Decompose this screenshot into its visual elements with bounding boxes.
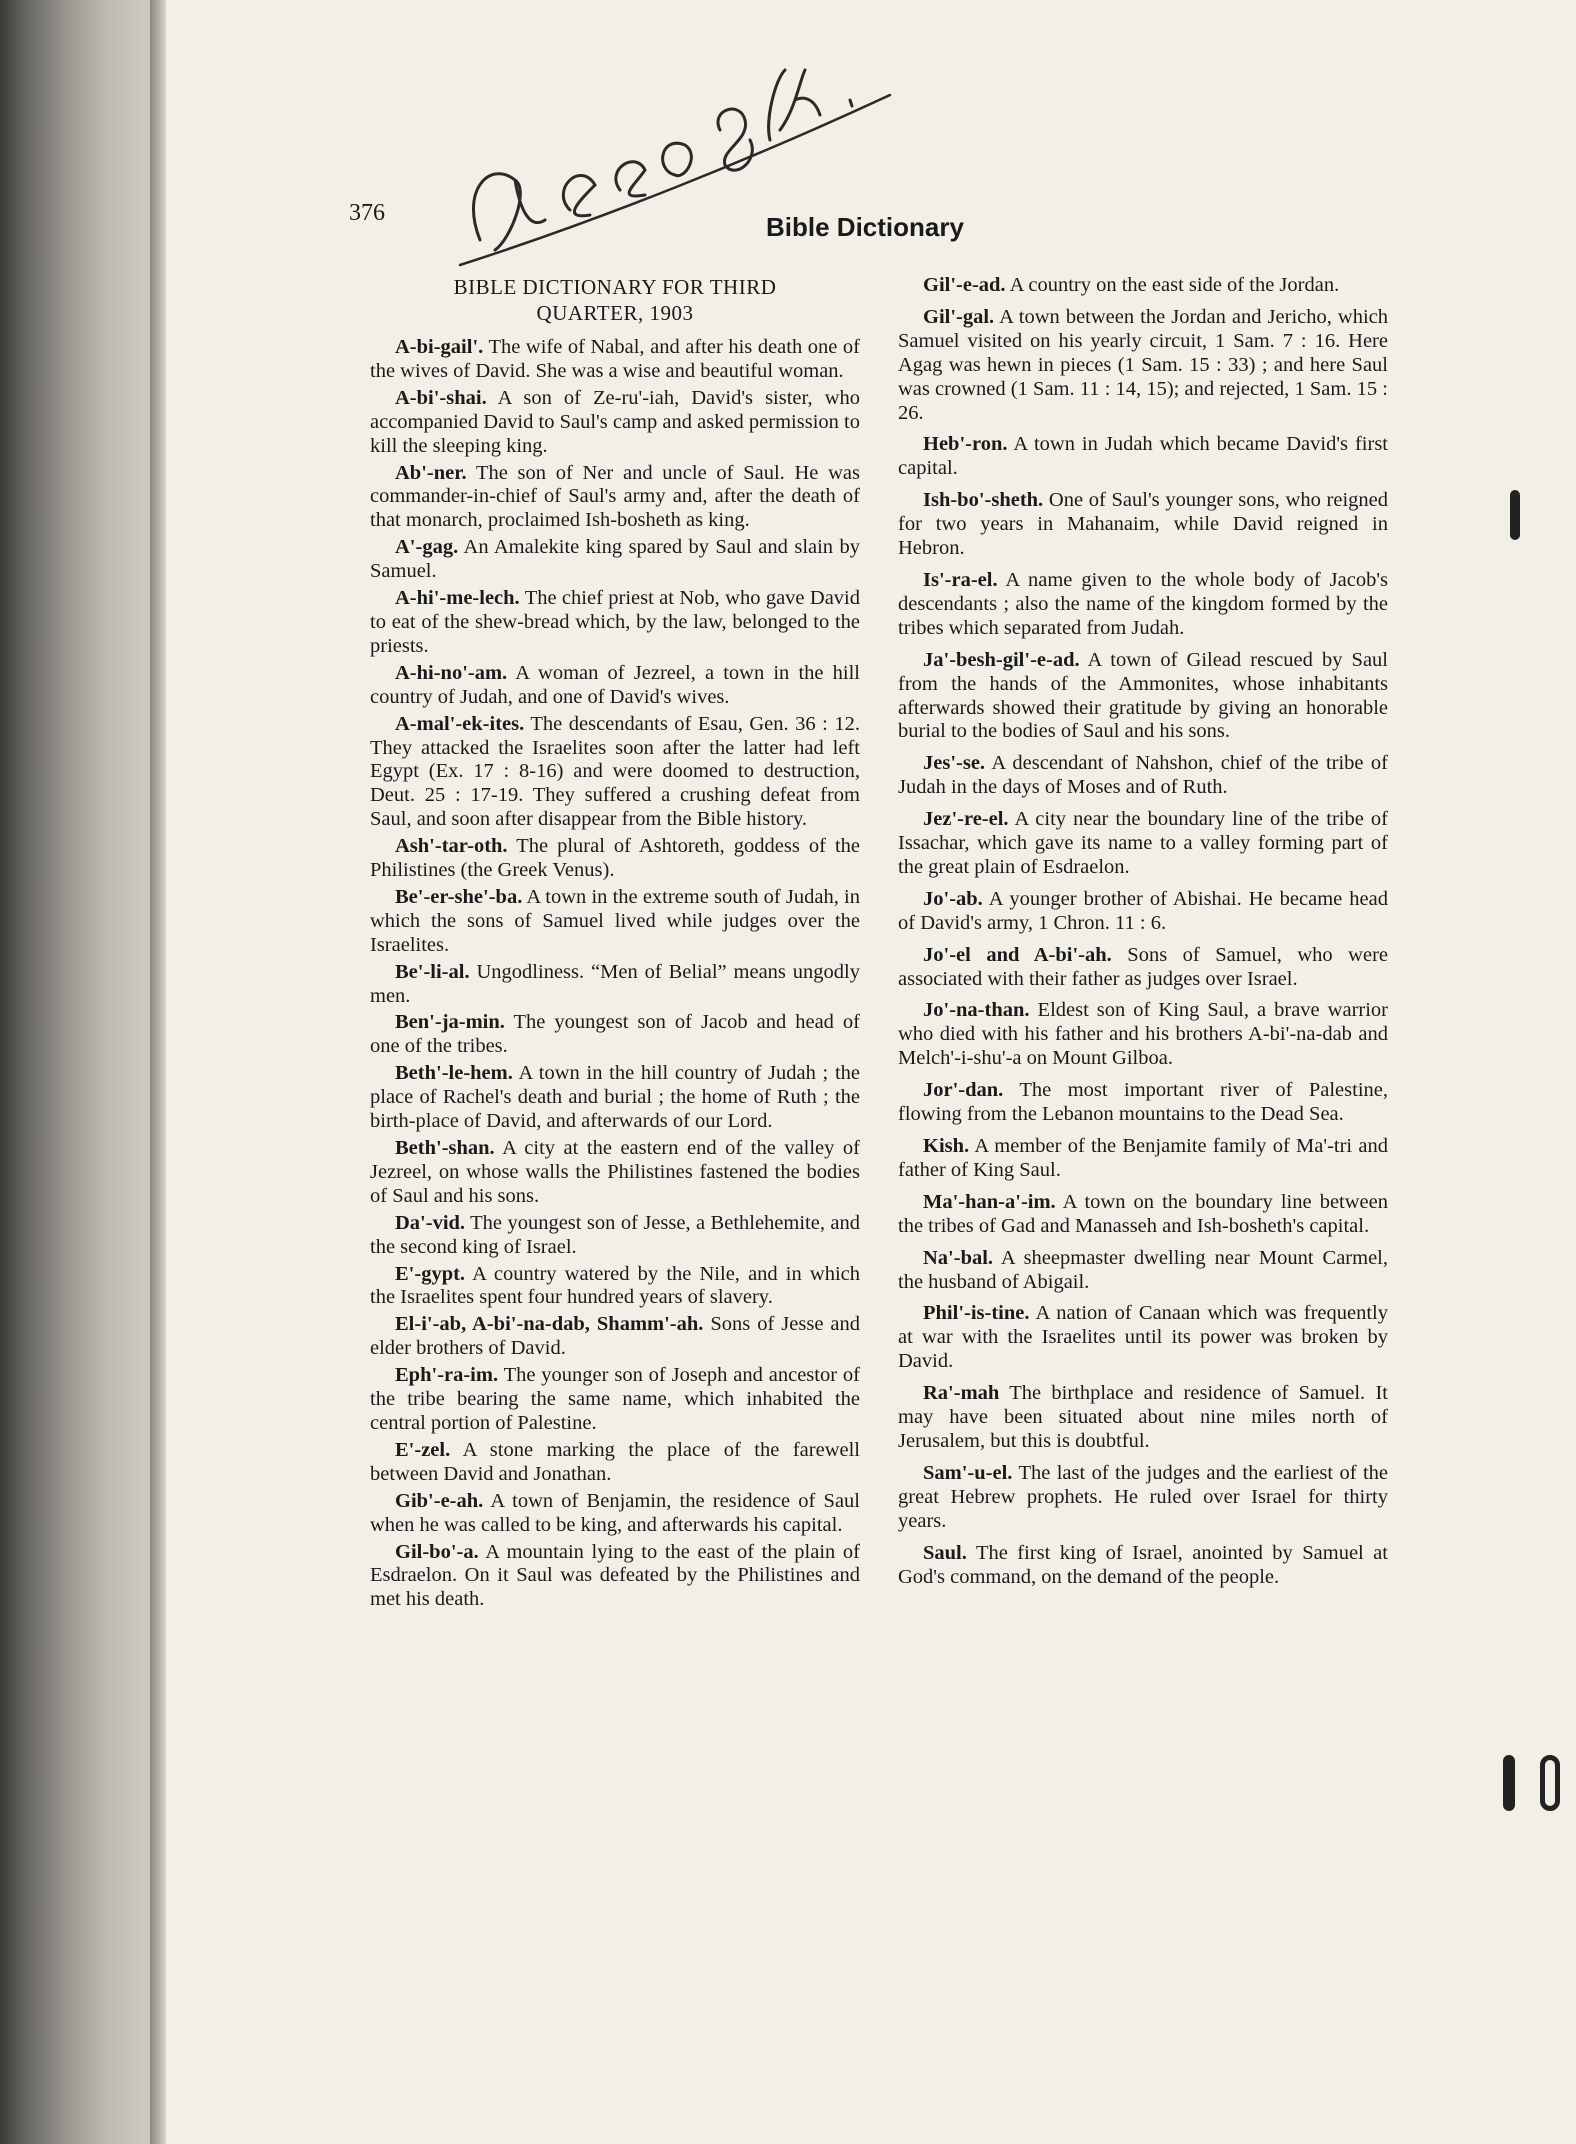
entry-term: A-bi-gail'.: [395, 336, 484, 358]
entry-definition: Sons of Samuel, who were associated with their father as judges over Israel.: [898, 943, 1389, 990]
right-entries: [898, 274, 1388, 1589]
entry-term: Saul.: [923, 1541, 967, 1564]
entry-term: Heb'-ron.: [923, 433, 1008, 456]
entry-definition: The birthplace and residence of Samuel. It may have been situated about nine miles north of Jerusalem, but this is doubtful.: [898, 1382, 1388, 1452]
entry-definition: The descendants of Esau, Gen. 36 : 12. They attacked the Israelites soon after the latter had left Egypt (Ex. 17 : 8-16) and were doomed to destruction, Deut. 25 : 17-19. They suffered a crushing defeat from Saul, and soon after disappear from the Bible history.: [370, 712, 860, 831]
entry-definition: A country watered by the Nile, and in which the Israelites spent four hundred years of slavery.: [370, 1262, 860, 1309]
entry-definition: The last of the judges and the earliest of the great Hebrew prophets. He ruled over Israel for thirty years.: [898, 1461, 1388, 1532]
left-entries: [370, 336, 860, 1612]
entry-term: Ja'-besh-gil'-e-ad.: [923, 648, 1080, 671]
entry-definition: The most important river of Palestine, flowing from the Lebanon mountains to the Dead Sea.: [898, 1079, 1388, 1126]
dictionary-entry: [370, 1541, 860, 1613]
dictionary-entry: [370, 387, 860, 459]
dictionary-entry: [898, 752, 1388, 800]
entry-term: A-hi-no'-am.: [395, 661, 508, 684]
dictionary-entry: [898, 999, 1388, 1071]
dictionary-entry: [898, 274, 1388, 298]
heading-line: BIBLE DICTIONARY FOR THIRD: [453, 275, 777, 299]
entry-term: A-mal'-ek-ites.: [395, 712, 525, 735]
entry-term: Beth'-le-hem.: [395, 1062, 513, 1085]
dictionary-entry: [898, 808, 1388, 880]
entry-definition: Eldest son of King Saul, a brave warrior who died with his father and his brothers A-bi'-na-dab and Melch'-i-shu'-a on Mount Gilboa.: [898, 999, 1389, 1070]
page-edge: [150, 0, 166, 2144]
entry-definition: A member of the Benjamite family of Ma'-tri and father of King Saul.: [898, 1135, 1388, 1181]
entry-term: Kish.: [923, 1135, 970, 1157]
entry-term: E'-zel.: [395, 1438, 451, 1461]
entry-definition: A name given to the whole body of Jacob's descendants ; also the name of the kingdom formed by the tribes which separated from Judah.: [898, 568, 1389, 639]
entry-definition: A town in the hill country of Judah ; the place of Rachel's death and burial ; the home of Ruth ; the birth-place of David, and afterwards of our Lord.: [370, 1062, 861, 1133]
entry-term: El-i'-ab, A-bi'-na-dab, Shamm'-ah.: [395, 1313, 704, 1336]
entry-definition: The first king of Israel, anointed by Samuel at God's command, on the demand of the people.: [898, 1541, 1388, 1588]
entry-definition: A woman of Jezreel, a town in the hill country of Judah, and one of David's wives.: [370, 661, 860, 708]
entry-term: Ab'-ner.: [395, 461, 467, 484]
entry-term: Jo'-ab.: [923, 887, 983, 910]
entry-term: Jo'-na-than.: [923, 999, 1030, 1022]
dictionary-entry: [898, 1542, 1388, 1590]
entry-definition: A sheepmaster dwelling near Mount Carmel, the husband of Abigail.: [898, 1246, 1388, 1293]
entry-term: A'-gag.: [395, 536, 459, 559]
entry-definition: The youngest son of Jacob and head of one of the tribes.: [370, 1011, 860, 1058]
dictionary-entry: [370, 1263, 860, 1311]
entry-term: Ash'-tar-oth.: [395, 835, 508, 858]
binding-rivet: [1503, 1755, 1515, 1811]
entry-definition: A town between the Jordan and Jericho, which Samuel visited on his yearly circuit, 1 Sam. 7 : 16. Here Agag was hewn in pieces (1 Sam. 15 : 33) ; and here Saul was crowned (1 Sam. 11 : 14, 15); and rejected, 1 Sam. 15 : 26.: [898, 305, 1388, 424]
entry-definition: A descendant of Nahshon, chief of the tribe of Judah in the days of Moses and of Ruth.: [898, 752, 1388, 799]
entry-term: Ra'-mah: [923, 1382, 1000, 1405]
entry-definition: A country on the east side of the Jordan.: [1009, 274, 1340, 296]
entry-definition: The plural of Ashtoreth, goddess of the Philistines (the Greek Venus).: [370, 835, 860, 882]
dictionary-entry: [898, 1462, 1388, 1534]
binding-rivet: [1510, 490, 1520, 540]
dictionary-entry: [898, 569, 1388, 641]
entry-term: Eph'-ra-im.: [395, 1364, 499, 1387]
right-column: [898, 274, 1388, 1597]
dictionary-entry: [370, 1490, 860, 1538]
entry-definition: A town of Benjamin, the residence of Saul when he was called to be king, and afterwards his capital.: [370, 1489, 860, 1536]
entry-term: Sam'-u-el.: [923, 1461, 1013, 1484]
entry-term: Ish-bo'-sheth.: [923, 489, 1044, 512]
dictionary-entry: [370, 1137, 860, 1209]
entry-definition: A younger brother of Abishai. He became head of David's army, 1 Chron. 11 : 6.: [898, 887, 1388, 934]
entry-term: Is'-ra-el.: [923, 568, 998, 591]
entry-term: Ben'-ja-min.: [395, 1011, 505, 1034]
entry-definition: A town in the extreme south of Judah, in which the sons of Samuel lived while judges over the Israelites.: [370, 885, 860, 956]
dictionary-entry: [898, 944, 1388, 992]
entry-definition: A town in Judah which became David's first capital.: [898, 433, 1388, 480]
entry-term: Gil'-gal.: [923, 305, 995, 328]
book-binding: [0, 0, 150, 2144]
entry-term: Jo'-el and A-bi'-ah.: [923, 943, 1112, 966]
dictionary-entry: [370, 961, 860, 1009]
article-heading: [370, 274, 860, 326]
entry-term: E'-gypt.: [395, 1262, 466, 1285]
entry-definition: The son of Ner and uncle of Saul. He was commander-in-chief of Saul's army and, after the death of that monarch, proclaimed Ish-bosheth as king.: [370, 461, 860, 532]
dictionary-entry: [898, 1247, 1388, 1295]
dictionary-entry: [898, 1382, 1388, 1454]
entry-definition: A nation of Canaan which was frequently at war with the Israelites until its power was broken by David.: [898, 1302, 1388, 1373]
entry-term: Gib'-e-ah.: [395, 1489, 484, 1512]
entry-term: Be'-er-she'-ba.: [395, 885, 523, 908]
dictionary-entry: [370, 1062, 860, 1134]
handwritten-note: [420, 40, 900, 280]
entry-term: Jez'-re-el.: [923, 808, 1009, 831]
entry-definition: A stone marking the place of the farewell between David and Jonathan.: [370, 1438, 860, 1485]
page-number: 376: [349, 200, 385, 226]
entry-definition: A city at the eastern end of the valley of Jezreel, on whose walls the Philistines fastened the bodies of Saul and his sons.: [370, 1137, 861, 1207]
entry-term: Phil'-is-tine.: [923, 1302, 1030, 1325]
entry-definition: Sons of Jesse and elder brothers of David.: [370, 1313, 861, 1360]
dictionary-entry: [370, 886, 860, 958]
dictionary-entry: [370, 1364, 860, 1436]
dictionary-entry: [898, 1302, 1388, 1374]
entry-definition: Ungodliness. “Men of Belial” means ungodly men.: [370, 960, 860, 1007]
entry-term: A-bi'-shai.: [395, 386, 487, 409]
entry-term: Gil'-e-ad.: [923, 274, 1006, 296]
entry-term: Na'-bal.: [923, 1246, 994, 1269]
entry-definition: An Amalekite king spared by Saul and slain by Samuel.: [370, 536, 860, 583]
entry-definition: A town of Gilead rescued by Saul from the hands of the Ammonites, whose inhabitants afterwards showed their gratitude by giving an honorable burial to the bodies of Saul and his sons.: [898, 648, 1388, 743]
entry-term: Be'-li-al.: [395, 960, 470, 983]
dictionary-entry: [370, 536, 860, 584]
dictionary-entry: [370, 662, 860, 710]
dictionary-entry: [370, 1439, 860, 1487]
dictionary-entry: [370, 835, 860, 883]
entry-definition: One of Saul's younger sons, who reigned for two years in Mahanaim, while David reigned in Hebron.: [898, 489, 1388, 560]
dictionary-entry: [370, 462, 860, 534]
dictionary-entry: [898, 1191, 1388, 1239]
entry-term: Beth'-shan.: [395, 1137, 495, 1159]
dictionary-entry: [898, 888, 1388, 936]
entry-definition: A son of Ze-ru'-iah, David's sister, who accompanied David to Saul's camp and asked permission to kill the sleeping king.: [370, 386, 860, 457]
dictionary-entry: [370, 336, 860, 384]
dictionary-entry: [370, 587, 860, 659]
dictionary-entry: [370, 1011, 860, 1059]
dictionary-entry: [898, 489, 1388, 561]
entry-term: A-hi'-me-lech.: [395, 587, 520, 610]
dictionary-entry: [898, 1079, 1388, 1127]
dictionary-entry: [370, 1313, 860, 1361]
dictionary-entry: [898, 649, 1388, 745]
entry-term: Jor'-dan.: [923, 1079, 1004, 1102]
entry-term: Jes'-se.: [923, 752, 986, 775]
dictionary-entry: [370, 1212, 860, 1260]
binding-ring: [1540, 1755, 1560, 1811]
heading-line: QUARTER, 1903: [536, 301, 694, 325]
entry-definition: The wife of Nabal, and after his death one of the wives of David. She was a wise and beautiful woman.: [370, 336, 860, 382]
entry-definition: A town on the boundary line between the tribes of Gad and Manasseh and Ish-bosheth's capital.: [898, 1190, 1388, 1237]
entry-definition: The youngest son of Jesse, a Bethlehemite, and the second king of Israel.: [370, 1211, 860, 1258]
dictionary-entry: [898, 1135, 1388, 1183]
left-column: [370, 274, 860, 1615]
entry-term: Da'-vid.: [395, 1211, 466, 1234]
running-head: Bible Dictionary: [766, 212, 964, 242]
entry-definition: The chief priest at Nob, who gave David to eat of the shew-bread which, by the law, belonged to the priests.: [370, 587, 860, 657]
entry-term: Gil-bo'-a.: [395, 1540, 479, 1563]
dictionary-entry: [898, 306, 1388, 426]
entry-term: Ma'-han-a'-im.: [923, 1190, 1056, 1213]
entry-definition: The younger son of Joseph and ancestor of the tribe bearing the same name, which inhabited the central portion of Palestine.: [370, 1364, 860, 1434]
entry-definition: A mountain lying to the east of the plain of Esdraelon. On it Saul was defeated by the Philistines and met his death.: [370, 1540, 860, 1611]
dictionary-entry: [898, 433, 1388, 481]
dictionary-entry: [370, 713, 860, 833]
entry-definition: A city near the boundary line of the tribe of Issachar, which gave its name to a valley forming part of the great plain of Esdraelon.: [898, 808, 1388, 878]
